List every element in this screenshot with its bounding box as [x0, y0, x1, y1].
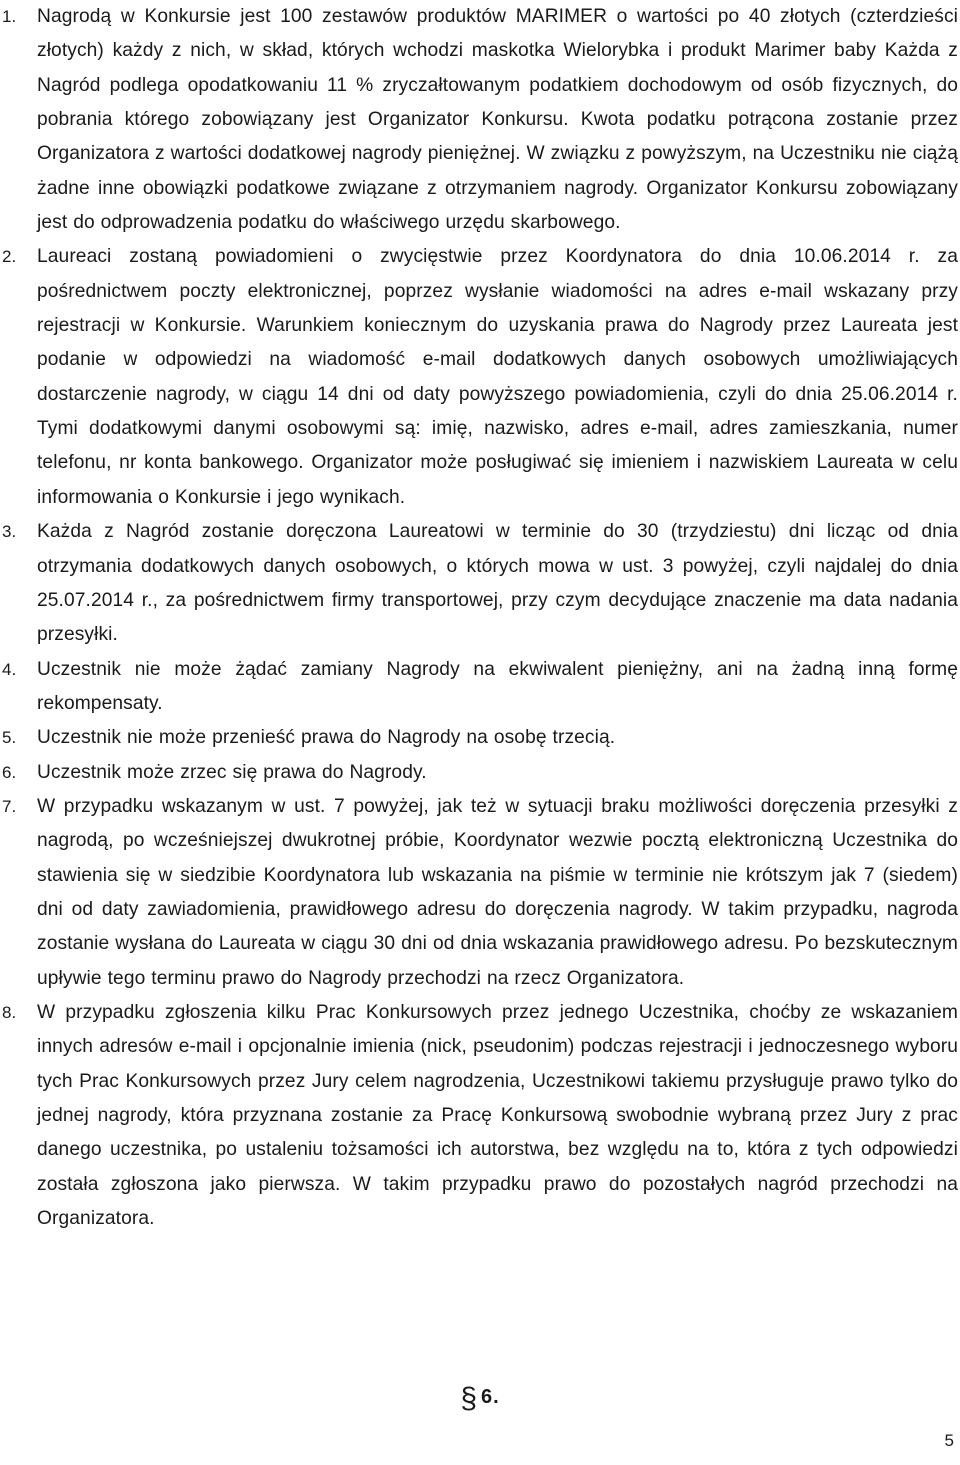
- item-text: W przypadku zgłoszenia kilku Prac Konkursowych przez jednego Uczestnika, choćby ze wskazaniem innych adresów e-mail i opcjonalnie imienia (nick, pseudonim) podczas rejestracji i jednoczesnego wyboru tych Prac Konkursowych przez Jury celem nagrodzenia, Uczestnikowi takiemu przysługuje prawo tylko do jednej nagrody, która przyznana zostanie za Pracę Konkursową swobodnie wybraną przez Jury z prac danego uczestnika, po ustaleniu tożsamości ich autorstwa, bez względu na to, która z tych odpowiedzi została zgłoszona jako pierwsza. W takim przypadku prawo do pozostałych nagród przechodzi na Organizatora.: [37, 1001, 958, 1230]
- list-item: [0, 721, 960, 755]
- item-number: 1.: [2, 7, 17, 26]
- section-symbol: §: [460, 1382, 478, 1415]
- item-text: Laureaci zostaną powiadomieni o zwycięstwie przez Koordynatora do dnia 10.06.2014 r. za pośrednictwem poczty elektronicznej, poprzez wysłanie wiadomości na adres e-mail wskazany przy rejestracji w Konkursie. Warunkiem koniecznym do uzyskania prawa do Nagrody przez Laureata jest podanie w odpowiedzi na wiadomość e-mail dodatkowych danych osobowych umożliwiających dostarczenie nagrody, w ciągu 14 dni od daty powyższego powiadomienia, czyli do dnia 25.06.2014 r. Tymi dodatkowymi danymi osobowymi są: imię, nazwisko, adres e-mail, adres zamieszkania, numer telefonu, nr konta bankowego. Organizator może posługiwać się imieniem i nazwiskiem Laureata w celu informowania o Konkursie i jego wynikach.: [37, 246, 958, 508]
- list-item: [0, 240, 960, 515]
- section-number: 6.: [481, 1386, 500, 1408]
- item-text: Uczestnik może zrzec się prawa do Nagrody.: [37, 761, 427, 783]
- item-text: Każda z Nagród zostanie doręczona Laureatowi w terminie do 30 (trzydziestu) dni licząc od dnia otrzymania dodatkowych danych osobowych, o których mowa w ust. 3 powyżej, czyli najdalej do dnia 25.07.2014 r., za pośrednictwem firmy transportowej, przy czym decydujące znaczenie ma data nadania przesyłki.: [37, 521, 958, 646]
- item-number: 2.: [2, 247, 17, 267]
- list-item: [0, 996, 960, 1236]
- item-number: 3.: [2, 522, 17, 542]
- section-heading: [0, 1382, 960, 1416]
- item-text: W przypadku wskazanym w ust. 7 powyżej, jak też w sytuacji braku możliwości doręczenia przesyłki z nagrodą, po wcześniejszej dwukrotnej próbie, Koordynator wezwie pocztą elektroniczną Uczestnika do stawienia się w siedzibie Koordynatora lub wskazania na piśmie w terminie nie krótszym jak 7 (siedem) dni od daty zawiadomienia, prawidłowego adresu do doręczenia nagrody. W takim przypadku, nagroda zostanie wysłana do Laureata w ciągu 30 dni od dnia wskazania prawidłowego adresu. Po bezskutecznym upływie tego terminu prawo do Nagrody przechodzi na rzecz Organizatora.: [37, 795, 958, 989]
- item-number: 4.: [2, 659, 17, 679]
- list-item: [0, 653, 960, 722]
- item-text: Nagrodą w Konkursie jest 100 zestawów produktów MARIMER o wartości po 40 złotych (czterdzieści złotych) każdy z nich, w skład, których wchodzi maskotka Wielorybka i produkt Marimer baby Każda z Nagród podlega opodatkowaniu 11 % zryczałtowanym podatkiem dochodowym od osób fizycznych, do pobrania którego zobowiązany jest Organizator Konkursu. Kwota podatku potrącona zostanie przez Organizatora z wartości dodatkowej nagrody pieniężnej. W związku z powyższym, na Uczestniku nie ciążą żadne inne obowiązki podatkowe związane z otrzymaniem nagrody. Organizator Konkursu zobowiązany jest do odprowadzenia podatku do właściwego urzędu skarbowego.: [37, 6, 958, 234]
- item-number: 7.: [2, 796, 17, 816]
- item-text: Uczestnik nie może żądać zamiany Nagrody na ekwiwalent pieniężny, ani na żadną inną formę rekompensaty.: [37, 658, 958, 714]
- list-item: [0, 0, 960, 240]
- item-number: 6.: [2, 762, 17, 782]
- page-number: 5: [944, 1431, 954, 1450]
- item-number: 5.: [2, 728, 17, 748]
- item-number: 8.: [2, 1002, 17, 1022]
- list-item: [0, 756, 960, 790]
- list-item: [0, 790, 960, 996]
- item-text: Uczestnik nie może przenieść prawa do Nagrody na osobę trzecią.: [37, 727, 616, 749]
- list-item: [0, 515, 960, 652]
